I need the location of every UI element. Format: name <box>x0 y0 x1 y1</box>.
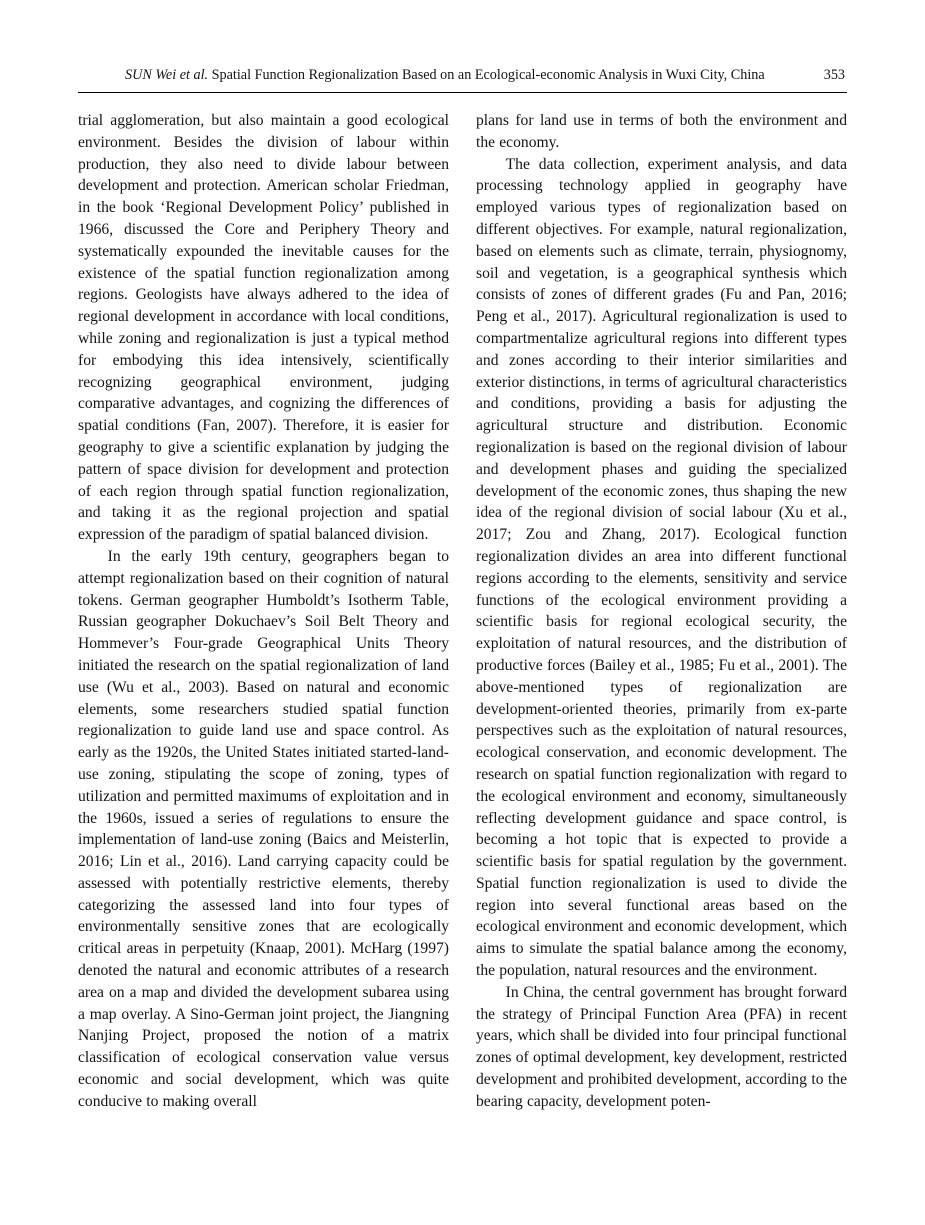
paragraph: trial agglomeration, but also maintain a good ecological environment. Besides the division of labour within production, they also need to divide labour between development and protection. American scholar Friedman, in the book ‘Regional Development Policy’ published in 1966, discussed the Core and Periphery Theory and systematically expounded the inevitable causes for the existence of the spatial function regionalization among regions. Geologists have always adhered to the idea of regional development in accordance with local conditions, while zoning and regionalization is just a typical method for embodying this idea intensively, scientifically recognizing geographical environment, judging comparative advantages, and cognizing the differences of spatial conditions (Fan, 2007). Therefore, it is easier for geography to give a scientific explanation by judging the pattern of space division for development and protection of each region through spatial function regionalization, and taking it as the regional projection and spatial expression of the paradigm of spatial balanced division. <box>78 112 449 544</box>
page-number: 353 <box>823 67 845 83</box>
running-header <box>78 66 847 92</box>
left-column <box>78 110 449 1113</box>
article-body <box>78 110 847 1113</box>
header-rule <box>78 92 847 93</box>
paragraph: In China, the central government has brought forward the strategy of Principal Function Area (PFA) in recent years, which shall be divided into four principal functional zones of optimal development, key development, restricted development and prohibited development, according to the bearing capacity, development poten- <box>476 983 847 1110</box>
running-head-text <box>80 66 810 84</box>
right-column <box>476 110 847 1113</box>
paragraph: The data collection, experiment analysis, and data processing technology applied in geography have employed various types of regionalization based on different objectives. For example, natural regionalization, based on elements such as climate, terrain, physiognomy, soil and vegetation, is a geographical synthesis which consists of zones of different grades (Fu and Pan, 2016; Peng et al., 2017). Agricultural regionalization is used to compartmentalize agricultural regions into different types and zones according to their interior similarities and exterior distinctions, in terms of agricultural characteristics and conditions, providing a basis for adjusting the agricultural structure and distribution. Economic regionalization is based on the regional division of labour and development phases and guiding the specialized development of the economic zones, thus shaping the new idea of the regional division of social labour (Xu et al., 2017; Zou and Zhang, 2017). Ecological function regionalization divides an area into different functional regions according to the elements, sensitivity and service functions of the ecological environment providing a scientific basis for regional ecological security, the exploitation of natural resources, and the distribution of productive forces (Bailey et al., 1985; Fu et al., 2001). The above-mentioned types of regionalization are development-oriented theories, primarily from ex-parte perspectives such as the exploitation of natural resources, ecological conservation, and economic development. The research on spatial function regionalization with regard to the ecological environment and economy, simultaneously reflecting development guidance and space control, is becoming a hot topic that is expected to provide a scientific basis for spatial regulation by the government. Spatial function regionalization is used to divide the region into several functional areas based on the ecological environment and economic development, which aims to simulate the spatial balance among the economy, the population, natural resources and the environment. <box>476 155 847 980</box>
paragraph: plans for land use in terms of both the environment and the economy. <box>476 112 847 151</box>
running-head-title: Spatial Function Regionalization Based on an Ecological-economic Analysis in Wuxi City, China <box>211 67 765 83</box>
paragraph: In the early 19th century, geographers began to attempt regionalization based on their cognition of natural tokens. German geographer Humboldt’s Isotherm Table, Russian geographer Dokuchaev’s Soil Belt Theory and Hommever’s Four-grade Geographical Units Theory initiated the research on the spatial regionalization of land use (Wu et al., 2003). Based on natural and economic elements, some researchers studied spatial function regionalization to guide land use and space control. As early as the 1920s, the United States initiated started-land-use zoning, stipulating the scope of zoning, types of utilization and permitted maximums of exploitation and in the 1960s, issued a series of regulations to ensure the implementation of land-use zoning (Baics and Meisterlin, 2016; Lin et al., 2016). Land carrying capacity could be assessed with potentially restrictive elements, thereby categorizing the assessed land into four types of environmentally sensitive zones that are ecologically critical areas in perpetuity (Knaap, 2001). McHarg (1997) denoted the natural and economic attributes of a research area on a map and divided the development subarea using a map overlay. A Sino-German joint project, the Jiangning Nanjing Project, proposed the notion of a matrix classification of ecological conservation value versus economic and social development, which was quite conducive to making overall <box>78 547 449 1110</box>
running-head-authors: SUN Wei et al. <box>125 67 209 83</box>
